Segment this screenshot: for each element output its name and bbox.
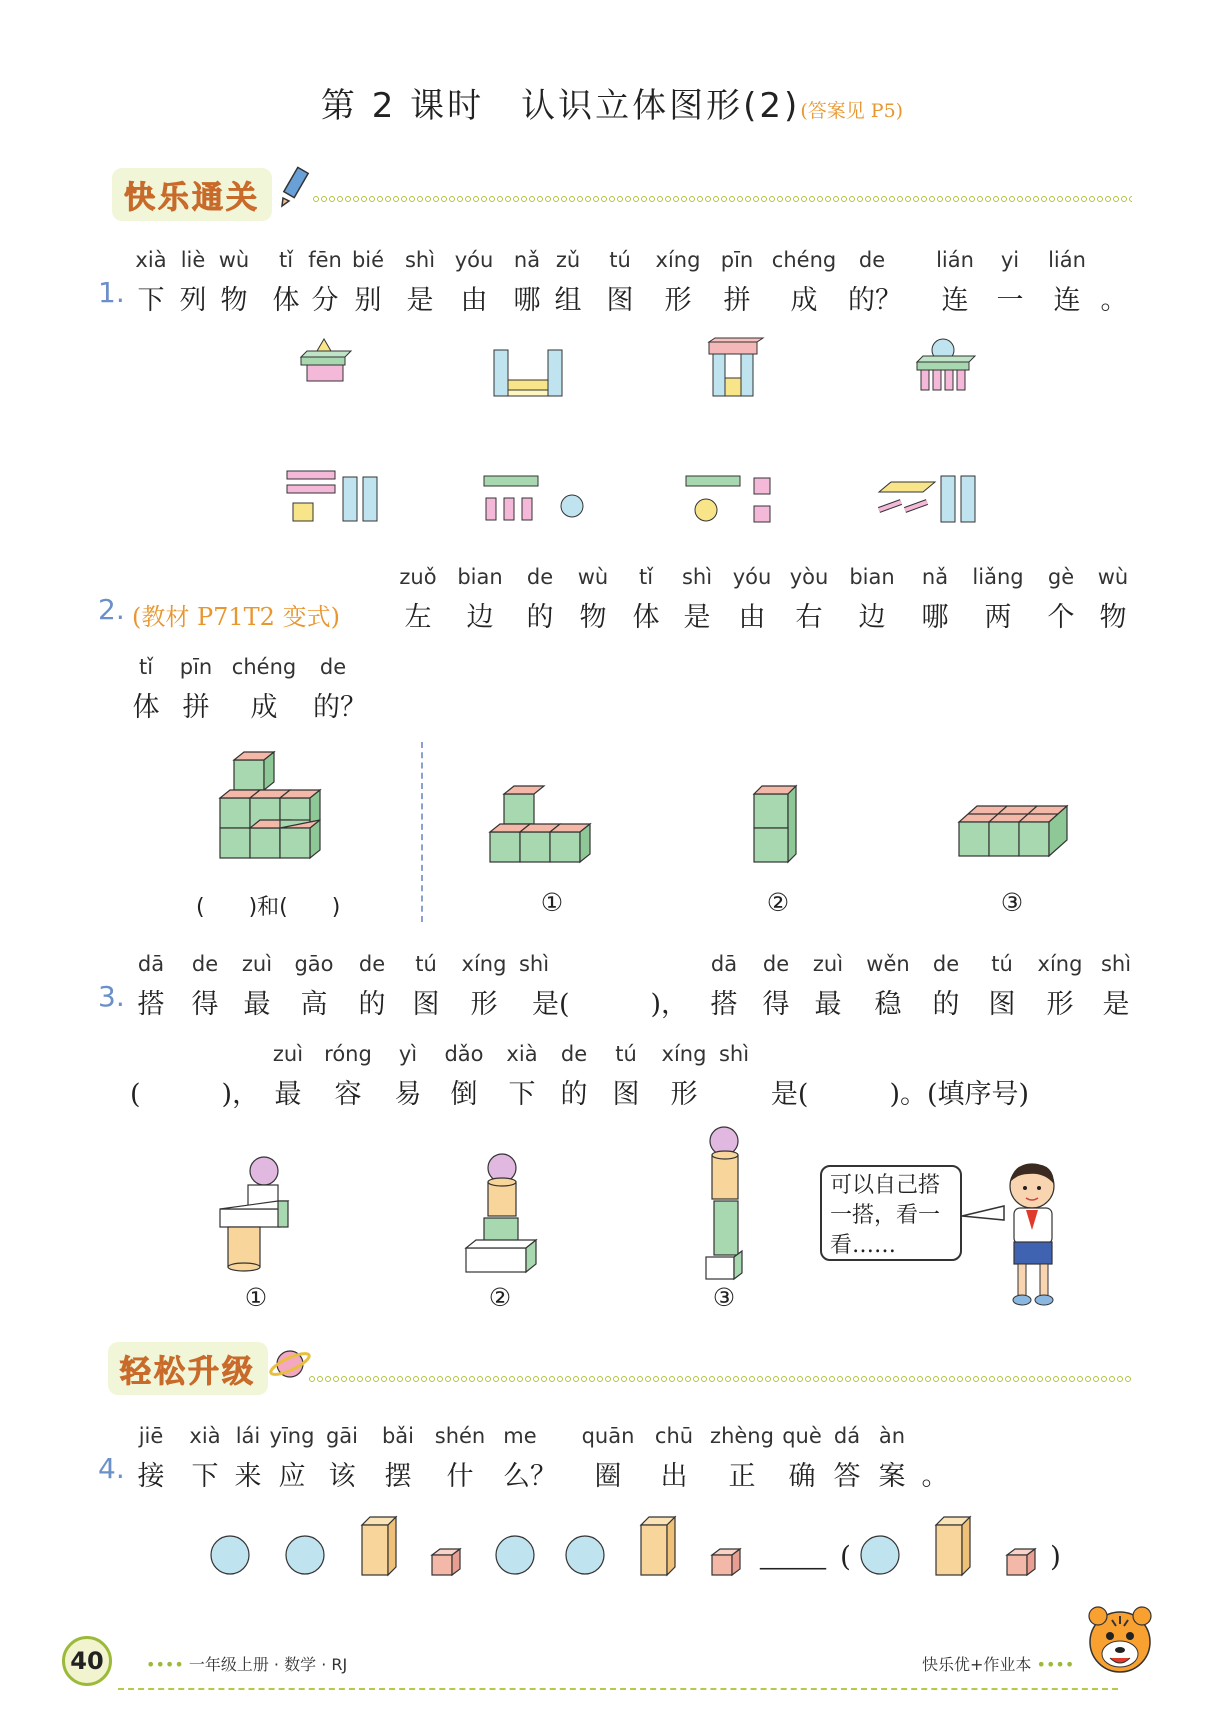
pinyin-syllable: xíng bbox=[1037, 952, 1083, 976]
q4-sequence-cube-icon bbox=[710, 1547, 760, 1617]
text-character: 组 bbox=[554, 285, 582, 316]
text-character: 体 bbox=[272, 285, 300, 316]
pinyin-syllable: de bbox=[191, 952, 219, 976]
text-character: 形 bbox=[1046, 989, 1074, 1020]
text-character: 下 bbox=[191, 1461, 219, 1492]
section-banner-easy-upgrade: 轻松升级 bbox=[108, 1342, 268, 1395]
text-character: 容 bbox=[334, 1079, 362, 1110]
text-character: 摆 bbox=[384, 1461, 412, 1492]
q1-text-row bbox=[0, 278, 1224, 314]
q2-dashed-separator bbox=[421, 742, 423, 922]
pinyin-syllable: yòu bbox=[789, 565, 829, 589]
text-character: 答 bbox=[833, 1461, 861, 1492]
pinyin-syllable: wù bbox=[1097, 565, 1129, 589]
page-number: 40 bbox=[62, 1636, 112, 1686]
q4-number: 4. bbox=[98, 1452, 125, 1485]
pinyin-syllable: lái bbox=[235, 1424, 261, 1448]
text-character: 正 bbox=[728, 1461, 756, 1492]
speech-line-2: 一搭，看一 bbox=[830, 1203, 941, 1228]
answer-reference: (答案见 P5) bbox=[800, 100, 904, 122]
text-character: 列 bbox=[179, 285, 207, 316]
pinyin-syllable: fēn bbox=[308, 248, 342, 272]
q1-object-1 bbox=[297, 335, 357, 385]
q4-sequence bbox=[210, 1515, 1070, 1585]
pinyin-syllable: yīng bbox=[269, 1424, 315, 1448]
text-character: 最 bbox=[274, 1079, 302, 1110]
q1-parts-c bbox=[682, 468, 782, 528]
text-character: 是 bbox=[406, 285, 434, 316]
text-character: 是 bbox=[683, 602, 711, 633]
text-character: 倒 bbox=[450, 1079, 478, 1110]
text-character: 一 bbox=[996, 285, 1024, 316]
footer-dots-right: •••• bbox=[1031, 1655, 1075, 1674]
q1-object-2 bbox=[490, 340, 570, 400]
pinyin-syllable: me bbox=[503, 1424, 537, 1448]
pinyin-syllable: dǎo bbox=[444, 1042, 484, 1066]
pinyin-syllable: nǎ bbox=[921, 565, 949, 589]
text-character: 最 bbox=[243, 989, 271, 1020]
text-character: 稳 bbox=[874, 989, 902, 1020]
q1-parts-b bbox=[480, 470, 590, 526]
pinyin-syllable: bié bbox=[351, 248, 385, 272]
pinyin-syllable: yì bbox=[398, 1042, 418, 1066]
speech-line-3: 看…… bbox=[830, 1233, 897, 1258]
pinyin-syllable: de bbox=[319, 655, 347, 679]
pinyin-syllable: quān bbox=[581, 1424, 635, 1448]
text-character: 拼 bbox=[182, 692, 210, 723]
pinyin-syllable: wù bbox=[218, 248, 250, 272]
text-character: 的？ bbox=[313, 692, 367, 723]
text-character: 搭 bbox=[137, 989, 165, 1020]
speech-line-1: 可以自己搭 bbox=[830, 1173, 941, 1198]
q4-sequence-cube-icon bbox=[430, 1547, 480, 1617]
text-character: 成 bbox=[250, 692, 278, 723]
text-character: 。 bbox=[921, 1461, 949, 1492]
text-character: 体 bbox=[632, 602, 660, 633]
text-character: 个 bbox=[1047, 602, 1075, 633]
q2-text-row-2 bbox=[0, 685, 1224, 721]
text-character: 边 bbox=[858, 602, 886, 633]
text-character: 图 bbox=[412, 989, 440, 1020]
text-character: 形 bbox=[670, 1079, 698, 1110]
text-character: 物 bbox=[1099, 602, 1127, 633]
text-character: 来 bbox=[234, 1461, 262, 1492]
pinyin-syllable: shén bbox=[434, 1424, 486, 1448]
pinyin-syllable: xíng bbox=[461, 952, 507, 976]
speech-bubble bbox=[820, 1165, 962, 1261]
pinyin-syllable: tú bbox=[415, 952, 437, 976]
q2-number: 2. bbox=[98, 593, 125, 626]
pinyin-syllable: shì bbox=[518, 952, 550, 976]
text-character: 是( )， bbox=[531, 989, 689, 1020]
text-character: 成 bbox=[790, 285, 818, 316]
brand-info bbox=[922, 1652, 1074, 1675]
pinyin-syllable: de bbox=[762, 952, 790, 976]
text-character: 的 bbox=[932, 989, 960, 1020]
pinyin-syllable: lián bbox=[936, 248, 974, 272]
text-character: 形 bbox=[470, 989, 498, 1020]
section-divider-2 bbox=[308, 1376, 1132, 1382]
text-character: 由 bbox=[738, 602, 766, 633]
pinyin-syllable: tú bbox=[615, 1042, 637, 1066]
text-character: 该 bbox=[328, 1461, 356, 1492]
q2-option-1-label: ① bbox=[540, 888, 564, 917]
pinyin-syllable: dā bbox=[137, 952, 165, 976]
q4-sequence-ball-icon bbox=[565, 1535, 615, 1605]
text-character: 的？ bbox=[848, 285, 902, 316]
text-character: 体 bbox=[132, 692, 160, 723]
pinyin-syllable: tú bbox=[991, 952, 1013, 976]
q4-text-row bbox=[0, 1454, 1224, 1490]
text-character: 什 bbox=[446, 1461, 474, 1492]
pinyin-syllable: chéng bbox=[771, 248, 837, 272]
text-character: 拼 bbox=[723, 285, 751, 316]
text-character: 高 bbox=[300, 989, 328, 1020]
q4-choice-ball-icon[interactable] bbox=[860, 1535, 910, 1605]
text-character: 物 bbox=[220, 285, 248, 316]
pinyin-syllable: tǐ bbox=[638, 565, 654, 589]
text-character: 两 bbox=[984, 602, 1012, 633]
q1-parts-d bbox=[875, 470, 995, 526]
pinyin-syllable: jiē bbox=[138, 1424, 164, 1448]
q1-object-3 bbox=[705, 338, 765, 400]
q2-option-3-shape bbox=[955, 800, 1085, 870]
text-character: 边 bbox=[466, 602, 494, 633]
brand-text: 快乐优+作业本 bbox=[922, 1655, 1032, 1674]
q1-number: 1. bbox=[98, 276, 125, 309]
pinyin-syllable: wěn bbox=[866, 952, 910, 976]
pinyin-syllable: zuǒ bbox=[399, 565, 437, 589]
q4-choice-prism-icon[interactable] bbox=[932, 1515, 982, 1585]
pinyin-syllable: chū bbox=[654, 1424, 694, 1448]
q1-parts-a bbox=[283, 467, 393, 527]
q2-answer-blanks[interactable]: ( )和( ) bbox=[196, 895, 341, 920]
pinyin-syllable: gāo bbox=[294, 952, 334, 976]
text-character: 么？ bbox=[503, 1461, 557, 1492]
text-character: 连 bbox=[1053, 285, 1081, 316]
footer-dots-left: •••• bbox=[146, 1655, 189, 1674]
q3-option-3-shape bbox=[700, 1125, 770, 1285]
book-info-text: 一年级上册 · 数学 · RJ bbox=[188, 1655, 348, 1674]
lesson-title-text: 第 2 课时 认识立体图形(2) bbox=[320, 86, 801, 126]
pinyin-syllable: tú bbox=[609, 248, 631, 272]
q2-source: (教材 P71T2 变式) bbox=[132, 603, 340, 631]
pinyin-syllable: de bbox=[560, 1042, 588, 1066]
q1-object-4 bbox=[913, 338, 977, 394]
q2-option-2-label: ② bbox=[766, 888, 790, 917]
pinyin-syllable: bian bbox=[849, 565, 895, 589]
text-character: 图 bbox=[606, 285, 634, 316]
text-character: 别 bbox=[354, 285, 382, 316]
q4-sequence-ball-icon bbox=[495, 1535, 545, 1605]
text-character: 连 bbox=[941, 285, 969, 316]
pinyin-syllable: dā bbox=[710, 952, 738, 976]
pinyin-syllable: zǔ bbox=[555, 248, 581, 272]
pinyin-syllable: nǎ bbox=[513, 248, 541, 272]
q3-number: 3. bbox=[98, 980, 125, 1013]
q2-option-3-label: ③ bbox=[1000, 888, 1024, 917]
q3-option-2-shape bbox=[462, 1150, 542, 1280]
pencil-icon bbox=[274, 166, 314, 210]
text-character: 。 bbox=[1100, 285, 1128, 316]
pinyin-syllable: lián bbox=[1048, 248, 1086, 272]
text-character: 的 bbox=[560, 1079, 588, 1110]
q4-sequence-prism-icon bbox=[358, 1515, 408, 1585]
section-divider bbox=[312, 196, 1132, 202]
text-character: 下 bbox=[508, 1079, 536, 1110]
pinyin-syllable: yóu bbox=[732, 565, 772, 589]
boy-illustration bbox=[998, 1160, 1068, 1310]
q3-blank-1[interactable]: ( )， bbox=[130, 1079, 260, 1110]
book-info bbox=[146, 1652, 347, 1675]
pinyin-syllable: yóu bbox=[454, 248, 494, 272]
text-character: 是 bbox=[1102, 989, 1130, 1020]
text-character: 哪 bbox=[513, 285, 541, 316]
q3-option-1-label: ① bbox=[244, 1283, 268, 1312]
text-character: 下 bbox=[137, 285, 165, 316]
text-character: 易 bbox=[394, 1079, 422, 1110]
q2-combined-shape bbox=[220, 750, 350, 880]
pinyin-syllable: xià bbox=[189, 1424, 221, 1448]
pinyin-syllable: xíng bbox=[661, 1042, 707, 1066]
text-character: 出 bbox=[660, 1461, 688, 1492]
pinyin-syllable: de bbox=[858, 248, 886, 272]
pinyin-syllable: chéng bbox=[231, 655, 297, 679]
text-character: 应 bbox=[278, 1461, 306, 1492]
text-character: 左 bbox=[404, 602, 432, 633]
q3-option-1-shape bbox=[218, 1155, 298, 1275]
pinyin-syllable: pīn bbox=[720, 248, 754, 272]
pinyin-syllable: de bbox=[526, 565, 554, 589]
pinyin-syllable: zuì bbox=[812, 952, 844, 976]
pinyin-syllable: zuì bbox=[241, 952, 273, 976]
pinyin-syllable: de bbox=[932, 952, 960, 976]
pinyin-syllable: bǎi bbox=[381, 1424, 415, 1448]
text-character: 的 bbox=[526, 602, 554, 633]
text-character: 得 bbox=[762, 989, 790, 1020]
pinyin-syllable: pīn bbox=[179, 655, 213, 679]
text-character: 形 bbox=[664, 285, 692, 316]
pinyin-syllable: shì bbox=[1100, 952, 1132, 976]
pinyin-syllable: xíng bbox=[655, 248, 701, 272]
pinyin-syllable: gè bbox=[1047, 565, 1075, 589]
q3-text-row-1 bbox=[0, 982, 1224, 1018]
q4-choice-open-paren: ( bbox=[840, 1540, 851, 1573]
pinyin-syllable: tǐ bbox=[278, 248, 294, 272]
text-character: 是( )。(填序号) bbox=[770, 1079, 1030, 1110]
lesson-title bbox=[0, 78, 1224, 127]
footer-dashed-line bbox=[118, 1688, 1118, 1690]
pinyin-syllable: liè bbox=[180, 248, 206, 272]
text-character: 哪 bbox=[921, 602, 949, 633]
pinyin-syllable: dá bbox=[833, 1424, 861, 1448]
pinyin-syllable: què bbox=[782, 1424, 822, 1448]
text-character: 接 bbox=[137, 1461, 165, 1492]
q3-option-3-label: ③ bbox=[712, 1283, 736, 1312]
q4-blank[interactable]: ______ bbox=[760, 1545, 826, 1570]
section-easy-upgrade bbox=[108, 1342, 1132, 1388]
pinyin-syllable: bian bbox=[457, 565, 503, 589]
pinyin-syllable: zuì bbox=[272, 1042, 304, 1066]
text-character: 右 bbox=[795, 602, 823, 633]
pinyin-syllable: shì bbox=[404, 248, 436, 272]
pinyin-syllable: xià bbox=[135, 248, 167, 272]
q4-sequence-prism-icon bbox=[637, 1515, 687, 1585]
text-character: 图 bbox=[612, 1079, 640, 1110]
q2-option-1-shape bbox=[490, 780, 620, 870]
q4-sequence-ball-icon bbox=[210, 1535, 260, 1605]
q4-sequence-ball-icon bbox=[285, 1535, 335, 1605]
text-character: 分 bbox=[311, 285, 339, 316]
pinyin-syllable: gāi bbox=[325, 1424, 359, 1448]
text-character: 物 bbox=[579, 602, 607, 633]
text-character: 由 bbox=[460, 285, 488, 316]
pinyin-syllable: wù bbox=[577, 565, 609, 589]
q2-option-2-shape bbox=[752, 780, 812, 870]
pinyin-syllable: shì bbox=[718, 1042, 750, 1066]
text-character: 得 bbox=[191, 989, 219, 1020]
pinyin-syllable: zhèng bbox=[710, 1424, 774, 1448]
text-character: 的 bbox=[358, 989, 386, 1020]
section-happy-pass bbox=[112, 168, 1132, 214]
pinyin-syllable: liǎng bbox=[972, 565, 1024, 589]
text-character: 确 bbox=[788, 1461, 816, 1492]
pinyin-syllable: tǐ bbox=[138, 655, 154, 679]
pinyin-syllable: xià bbox=[506, 1042, 538, 1066]
text-character: 案 bbox=[878, 1461, 906, 1492]
q4-choice-cube-icon[interactable] bbox=[1005, 1547, 1055, 1617]
planet-icon bbox=[268, 1342, 312, 1386]
q3-option-2-label: ② bbox=[488, 1283, 512, 1312]
q4-choice-close-paren: ) bbox=[1050, 1540, 1061, 1573]
tiger-mascot-icon bbox=[1080, 1600, 1160, 1680]
pinyin-syllable: yi bbox=[1000, 248, 1020, 272]
pinyin-syllable: àn bbox=[878, 1424, 906, 1448]
pinyin-syllable: shì bbox=[681, 565, 713, 589]
pinyin-syllable: de bbox=[358, 952, 386, 976]
text-character: 圈 bbox=[594, 1461, 622, 1492]
text-character: 搭 bbox=[710, 989, 738, 1020]
pinyin-syllable: róng bbox=[324, 1042, 372, 1066]
text-character: 最 bbox=[814, 989, 842, 1020]
section-banner-happy-pass: 快乐通关 bbox=[112, 168, 272, 221]
text-character: 图 bbox=[988, 989, 1016, 1020]
